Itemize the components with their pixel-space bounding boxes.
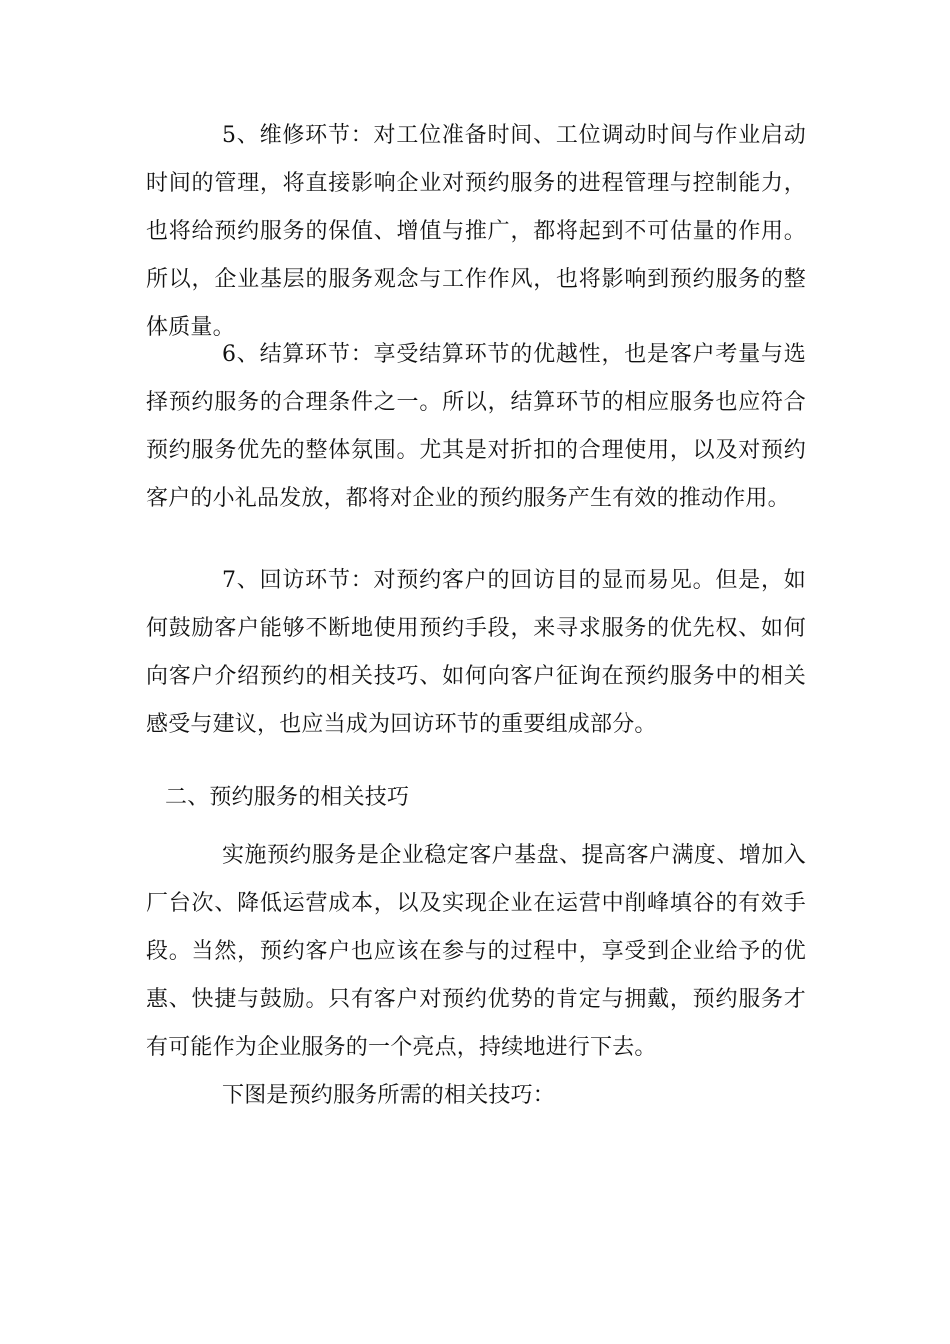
paragraph-follow-up-stage: 7、回访环节：对预约客户的回访目的显而易见。但是，如何鼓励客户能够不断地使用预约手段，来寻求服务的优先权、如何向客户介绍预约的相关技巧、如何向客户征询在预约服务中的相关感受与建议，也应当成为回访环节的重要组成部分。 (146, 568, 806, 737)
paragraph-maintenance-stage: 5、维修环节：对工位准备时间、工位调动时间与作业启动时间的管理，将直接影响企业对预约服务的进程管理与控制能力，也将给预约服务的保值、增值与推广，都将起到不可估量的作用。所以，企业基层的服务观念与工作作风，也将影响到预约服务的整体质量。 (146, 123, 806, 340)
paragraph-reservation-overview: 实施预约服务是企业稳定客户基盘、提高客户满度、增加入厂台次、降低运营成本，以及实现企业在运营中削峰填谷的有效手段。当然，预约客户也应该在参与的过程中，享受到企业给予的优惠、快捷与鼓励。只有客户对预约优势的肯定与拥戴，预约服务才有可能作为企业服务的一个亮点，持续地进行下去。 (146, 843, 806, 1060)
paragraph-figure-intro: 下图是预约服务所需的相关技巧： (222, 1083, 556, 1108)
section-heading: 二、预约服务的相关技巧 (165, 785, 410, 810)
paragraph-settlement-stage: 6、结算环节：享受结算环节的优越性，也是客户考量与选择预约服务的合理条件之一。所以，结算环节的相应服务也应符合预约服务优先的整体氛围。尤其是对折扣的合理使用，以及对预约客户的小礼品发放，都将对企业的预约服务产生有效的推动作用。 (146, 342, 806, 511)
